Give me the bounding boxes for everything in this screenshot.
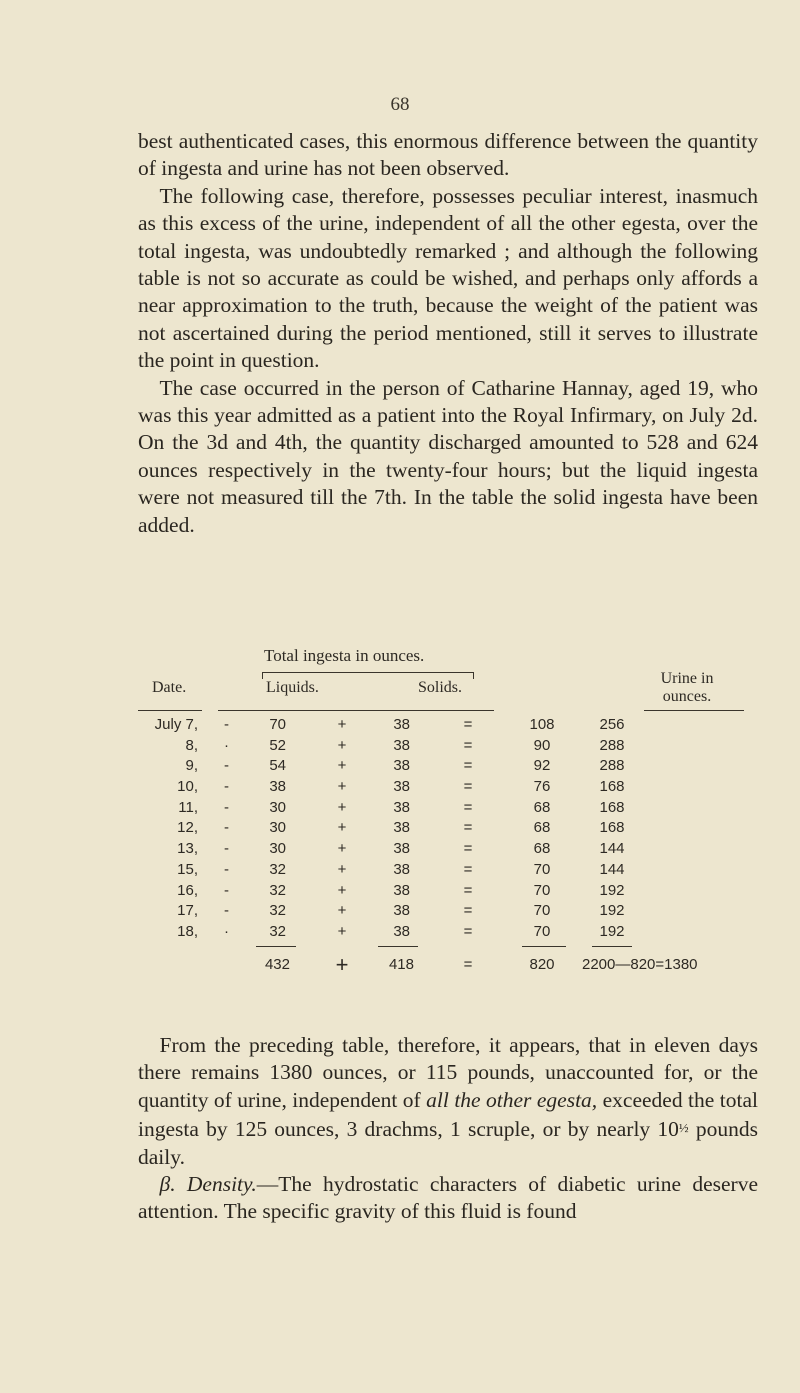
cell-date: 18, — [177, 922, 198, 940]
cell-date: 15, — [177, 860, 198, 878]
cell-solids: 38 — [393, 819, 410, 837]
table-row — [138, 819, 758, 840]
total-solids: 418 — [388, 956, 414, 973]
cell-dash: · — [224, 922, 229, 940]
page-number: 68 — [390, 94, 410, 115]
cell-urine: 288 — [599, 757, 625, 775]
paragraph-4-italic: all the other egesta, — [426, 1087, 598, 1112]
cell-dash: - — [224, 778, 229, 796]
cell-dash: - — [224, 798, 229, 816]
total-equals-sign: = — [463, 956, 473, 973]
cell-solids: 38 — [393, 757, 410, 775]
cell-plus: + — [337, 716, 347, 733]
header-solids: Solids. — [418, 679, 463, 696]
cell-urine: 192 — [599, 902, 625, 920]
cell-urine: 288 — [599, 736, 625, 754]
total-ingesta: 820 — [529, 956, 555, 973]
cell-total-ingesta: 90 — [533, 736, 551, 754]
cell-plus: + — [337, 819, 347, 837]
cell-urine: 144 — [599, 840, 625, 858]
cell-dash: - — [224, 757, 229, 775]
table-row — [138, 737, 758, 758]
cell-equals: = — [463, 860, 473, 878]
cell-urine: 144 — [599, 860, 625, 878]
table-row — [138, 778, 758, 799]
cell-urine: 168 — [599, 819, 625, 837]
cell-equals: = — [463, 840, 473, 858]
cell-urine: 192 — [599, 922, 625, 940]
cell-total-ingesta: 108 — [529, 716, 555, 733]
totals-row — [138, 952, 758, 978]
cell-liquids: 32 — [269, 881, 286, 899]
table-body — [138, 716, 758, 944]
cell-date: July 7, — [154, 716, 198, 733]
header-rule — [138, 710, 202, 711]
cell-liquids: 32 — [269, 860, 286, 878]
totals-rule — [256, 946, 296, 947]
table-row — [138, 902, 758, 923]
cell-total-ingesta: 70 — [533, 881, 551, 899]
cell-liquids: 30 — [269, 840, 286, 858]
cell-total-ingesta: 70 — [533, 860, 551, 878]
cell-plus: + — [337, 860, 347, 878]
cell-equals: = — [463, 757, 473, 775]
cell-solids: 38 — [393, 902, 410, 920]
cell-urine: 168 — [599, 778, 625, 796]
total-plus-sign: + — [335, 952, 349, 977]
cell-equals: = — [463, 819, 473, 837]
cell-urine: 168 — [599, 798, 625, 816]
cell-equals: = — [463, 736, 473, 754]
paragraph-2 — [138, 184, 758, 372]
body-text-lower — [138, 1032, 758, 1226]
cell-liquids: 32 — [269, 922, 286, 940]
cell-dash: - — [224, 716, 229, 733]
cell-date: 16, — [177, 881, 198, 899]
cell-dash: - — [224, 902, 229, 920]
cell-liquids: 54 — [269, 757, 286, 775]
table-row — [138, 882, 758, 903]
cell-dash: - — [224, 881, 229, 899]
cell-solids: 38 — [393, 716, 410, 733]
cell-plus: + — [337, 757, 347, 775]
cell-plus: + — [337, 881, 347, 899]
cell-total-ingesta: 76 — [533, 778, 551, 796]
fraction-half: ½ — [678, 1120, 689, 1136]
cell-plus: + — [337, 778, 347, 796]
cell-solids: 38 — [393, 860, 410, 878]
cell-solids: 38 — [393, 881, 410, 899]
cell-date: 13, — [177, 840, 198, 858]
total-liquids: 432 — [264, 956, 290, 973]
table-row — [138, 757, 758, 778]
paragraph-4-part-c: pounds daily. — [138, 1117, 758, 1169]
header-liquids: Liquids. — [266, 679, 319, 696]
cell-plus: + — [337, 902, 347, 920]
totals-rule — [378, 946, 418, 947]
cell-dash: · — [224, 736, 229, 754]
cell-total-ingesta: 68 — [533, 798, 551, 816]
cell-plus: + — [337, 798, 347, 816]
paragraph-2-text: The following case, therefore, possesses peculiar interest, inasmuch as this excess of the urine, independent of all the other egesta, over the total ingesta, was undoubtedly remarked ; and although the following table is not so accurate as could be wished, and perhaps only affords a near approximation to the truth, because the weight of the patient was not ascertained during the period mentioned, still it serves to illustrate the point in question. — [138, 183, 758, 373]
header-urine-line1: Urine in — [660, 670, 714, 687]
paragraph-5 — [138, 1172, 758, 1223]
cell-equals: = — [463, 716, 473, 733]
cell-date: 11, — [178, 798, 198, 816]
cell-urine: 192 — [599, 881, 625, 899]
cell-dash: - — [224, 819, 229, 837]
cell-date: 9, — [185, 757, 198, 775]
header-urine — [642, 670, 732, 706]
table-row — [138, 840, 758, 861]
cell-liquids: 38 — [269, 778, 286, 796]
paragraph-3-text: The case occurred in the person of Catharine Hannay, aged 19, who was this year admitted as a patient into the Royal Infirmary, on July 2d. On the 3d and 4th, the quantity discharged amounted to 528 and 624 ounces respectively in the twenty-four hours; but the liquid ingesta were not measured till the 7th. In the table the solid ingesta have been added. — [138, 375, 758, 537]
paragraph-1: best authenticated cases, this enormous difference between the quantity of ingesta and urine has not been observed. — [138, 129, 758, 181]
cell-solids: 38 — [393, 778, 410, 796]
header-date: Date. — [152, 679, 187, 696]
paragraph-5-text: —The hydrostatic characters of diabetic urine deserve attention. The specific gravity of this fluid is found — [138, 1172, 758, 1224]
cell-liquids: 52 — [269, 736, 286, 754]
cell-total-ingesta: 70 — [533, 902, 551, 920]
table-super-heading: Total ingesta in ounces. — [264, 646, 425, 665]
cell-liquids: 30 — [269, 819, 286, 837]
totals-rule — [592, 946, 632, 947]
header-urine-line2: ounces. — [662, 688, 712, 705]
cell-date: 12, — [177, 819, 198, 837]
cell-equals: = — [463, 778, 473, 796]
cell-total-ingesta: 68 — [533, 819, 551, 837]
cell-total-ingesta: 92 — [533, 757, 551, 775]
cell-urine: 256 — [599, 716, 625, 733]
total-urine-calculation: 2200—820=1380 — [582, 956, 698, 973]
table-row — [138, 799, 758, 820]
cell-liquids: 32 — [269, 902, 286, 920]
cell-equals: = — [463, 902, 473, 920]
cell-total-ingesta: 68 — [533, 840, 551, 858]
paragraph-4-part-a: From the preceding table, therefore, it appears, that in eleven days there remains 1380 ounces, or 115 pounds, unaccounted for, or the quantity of urine, independent of — [138, 1033, 758, 1112]
density-label: β. Density. — [159, 1172, 257, 1197]
totals-rule — [522, 946, 566, 947]
cell-equals: = — [463, 798, 473, 816]
table-row — [138, 861, 758, 882]
table-row — [138, 716, 758, 737]
cell-solids: 38 — [393, 922, 410, 940]
cell-date: 10, — [177, 778, 198, 796]
cell-date: 8, — [185, 736, 198, 754]
cell-solids: 38 — [393, 840, 410, 858]
cell-solids: 38 — [393, 798, 410, 816]
cell-plus: + — [337, 922, 347, 940]
cell-plus: + — [337, 840, 347, 858]
cell-dash: - — [224, 840, 229, 858]
cell-total-ingesta: 70 — [533, 922, 551, 940]
cell-date: 17, — [177, 902, 198, 920]
cell-equals: = — [463, 881, 473, 899]
cell-solids: 38 — [393, 736, 410, 754]
cell-liquids: 70 — [269, 716, 286, 733]
header-rule — [644, 710, 744, 711]
paragraph-4 — [138, 1033, 758, 1169]
cell-liquids: 30 — [269, 798, 286, 816]
paragraph-3 — [138, 376, 758, 537]
table-row — [138, 923, 758, 944]
body-text — [138, 128, 758, 539]
cell-plus: + — [337, 736, 347, 754]
cell-equals: = — [463, 922, 473, 940]
cell-dash: - — [224, 860, 229, 878]
paragraph-4-part-b: exceeded the total ingesta by 125 ounces, 3 drachms, 1 scruple, or by nearly 10 — [138, 1087, 758, 1142]
header-rule — [218, 710, 494, 711]
